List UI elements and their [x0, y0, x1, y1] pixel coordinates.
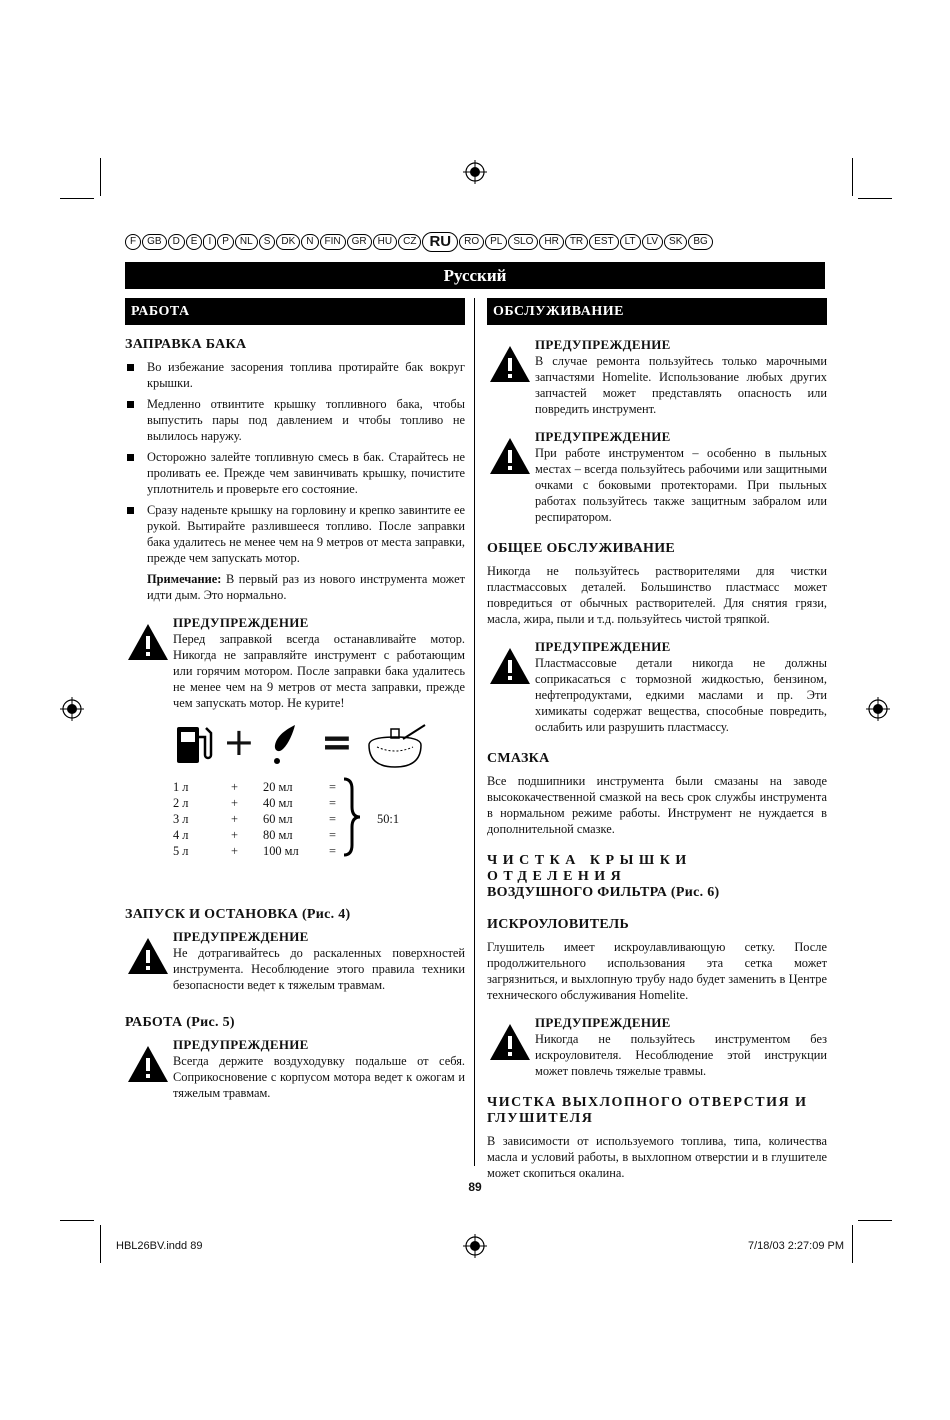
mix-oil: 60 мл: [263, 812, 293, 826]
warning-triangle-icon: [489, 1023, 531, 1061]
warning-title: ПРЕДУПРЕЖДЕНИЕ: [535, 1015, 671, 1030]
language-tab-slo[interactable]: SLO: [508, 234, 538, 250]
mix-oil: 40 мл: [263, 796, 293, 810]
warning-triangle-icon: [127, 623, 169, 661]
warning-text: Не дотрагивайтесь до раскаленных поверхностей инструмента. Несоблюдение этого правила техники безопасности ведет к тяжелым травмам.: [173, 946, 465, 992]
crop-mark: [852, 158, 853, 196]
warning-box: [125, 929, 465, 993]
list-item: Во избежание засорения топлива протирайте бак вокруг крышки.: [125, 359, 465, 391]
left-column: [125, 298, 465, 1111]
language-tab-n[interactable]: N: [301, 234, 318, 250]
warning-box: [487, 639, 827, 735]
crop-mark: [858, 1220, 892, 1221]
language-tab-i[interactable]: I: [203, 234, 216, 250]
language-tab-s[interactable]: S: [259, 234, 276, 250]
list-item: Медленно отвинтите крышку топливного бака, чтобы выпустить пары под давлением и чтобы топливо не вылилось наружу.: [125, 396, 465, 444]
language-tab-hr[interactable]: HR: [539, 234, 563, 250]
language-tab-hu[interactable]: HU: [373, 234, 397, 250]
mix-fuel: 2 л: [173, 796, 189, 810]
general-maintenance-text: Никогда не пользуйтесь растворителями для чистки пластмассовых деталей. Большинство пластмасс может повредиться от обычных растворителей. Для снятия грязи, масла, жира, пыли и т.д. пользуйтесь чистой тряпкой.: [487, 564, 827, 626]
section-header-maintenance: ОБСЛУЖИВАНИЕ: [487, 298, 827, 325]
mix-ratio: 50:1: [377, 812, 400, 826]
language-tab-cz[interactable]: CZ: [398, 234, 421, 250]
language-tab-e[interactable]: E: [186, 234, 203, 250]
language-tab-nl[interactable]: NL: [235, 234, 258, 250]
warning-text: При работе инструментом – особенно в пыльных местах – всегда пользуйтесь рабочими или защитными очками с боковыми протекторами. При пыльных работах пользуйтесь также защитным забралом или респиратором.: [535, 446, 827, 524]
mix-plus: +: [231, 844, 238, 858]
general-maintenance-heading: ОБЩЕЕ ОБСЛУЖИВАНИЕ: [487, 541, 676, 556]
warning-text: Никогда не пользуйтесь инструментом без искроуловителя. Несоблюдение этой инструкции может повлечь тяжелые травмы.: [535, 1032, 827, 1078]
language-tab-f[interactable]: F: [125, 234, 141, 250]
language-tab-pl[interactable]: PL: [485, 234, 507, 250]
lubrication-heading: СМАЗКА: [487, 751, 550, 766]
list-item: Осторожно залейте топливную смесь в бак. Старайтесь не проливать ее. Прежде чем завинчивать крышку, почистите уплотнитель и проверьте его состояние.: [125, 449, 465, 497]
language-tab-tr[interactable]: TR: [565, 234, 588, 250]
note: Примечание: В первый раз из нового инструмента может идти дым. Это нормально.: [147, 572, 465, 602]
page-number: 89: [468, 1180, 482, 1194]
warning-triangle-icon: [127, 937, 169, 975]
warning-triangle-icon: [489, 437, 531, 475]
footer-filename: HBL26BV.indd 89: [116, 1240, 203, 1252]
warning-title: ПРЕДУПРЕЖДЕНИЕ: [535, 337, 671, 352]
refuel-list: [125, 359, 465, 566]
right-column: [487, 298, 827, 1187]
registration-mark-icon: [60, 697, 84, 721]
language-tab-lv[interactable]: LV: [642, 234, 664, 250]
warning-title: ПРЕДУПРЕЖДЕНИЕ: [173, 1037, 309, 1052]
crop-mark: [100, 158, 101, 196]
fuel-mix-diagram: [125, 721, 465, 891]
exhaust-text: В зависимости от используемого топлива, типа, количества масла и условий работы, в выхлопном отверстии и в глушителе может скопиться окалина.: [487, 1134, 827, 1180]
crop-mark: [60, 1220, 94, 1221]
exhaust-heading: ЧИСТКА ВЫХЛОПНОГО ОТВЕРСТИЯ И ГЛУШИТЕЛЯ: [487, 1095, 808, 1126]
language-tab-ro[interactable]: RO: [459, 234, 484, 250]
section-header-operation: РАБОТА: [125, 298, 465, 325]
mix-eq: =: [329, 780, 336, 794]
warning-triangle-icon: [489, 345, 531, 383]
mix-oil: 80 мл: [263, 828, 293, 842]
warning-box: [487, 337, 827, 417]
brace-icon: [341, 777, 363, 857]
registration-mark-icon: [866, 697, 890, 721]
lubrication-text: Все подшипники инструмента были смазаны на заводе высококачественной смазкой на весь срок службы инструмента в нормальном режиме работы. Инструмент не нуждается в дополнительной смазке.: [487, 774, 827, 836]
language-tab-dk[interactable]: DK: [276, 234, 300, 250]
language-tab-ru[interactable]: RU: [422, 232, 458, 252]
mix-eq: =: [329, 796, 336, 810]
spark-arrestor-text: Глушитель имеет искроулавливающую сетку. После продолжительного использования эта сетка может загрязниться, и выхлопную трубу надо будет заменить в Центре технического обслуживания Homelite.: [487, 940, 827, 1002]
warning-text: Перед заправкой всегда останавливайте мотор. Никогда не заправляйте инструмент с работающим или горячим мотором. После заправки бака удалитесь не менее чем на 9 метров от места заправки, прежде чем запускать мотор. Не курите!: [173, 632, 465, 710]
language-tab-lt[interactable]: LT: [620, 234, 641, 250]
registration-mark-icon: [463, 160, 487, 184]
mix-plus: +: [231, 796, 238, 810]
mix-plus: +: [231, 828, 238, 842]
warning-box: [487, 429, 827, 525]
warning-triangle-icon: [489, 647, 531, 685]
fuel-pump-icon: [175, 723, 215, 765]
air-filter-heading-line2: ВОЗДУШНОГО ФИЛЬТРА (Рис. 6): [487, 885, 720, 900]
language-banner: Русский: [125, 262, 825, 289]
language-tab-bg[interactable]: BG: [688, 234, 712, 250]
oil-drop-icon: [269, 723, 299, 767]
registration-mark-icon: [463, 1234, 487, 1258]
mix-oil: 100 мл: [263, 844, 299, 858]
equals-icon: =: [321, 720, 353, 764]
warning-title: ПРЕДУПРЕЖДЕНИЕ: [173, 929, 309, 944]
mix-fuel: 1 л: [173, 780, 189, 794]
language-bar: [125, 233, 825, 251]
mix-eq: =: [329, 812, 336, 826]
mix-eq: =: [329, 828, 336, 842]
mix-plus: +: [231, 780, 238, 794]
air-filter-heading: ЧИСТКА КРЫШКИ ОТДЕЛЕНИЯ: [487, 853, 692, 884]
language-tab-d[interactable]: D: [168, 234, 185, 250]
footer-timestamp: 7/18/03 2:27:09 PM: [747, 1240, 844, 1252]
language-tab-fin[interactable]: FIN: [320, 234, 346, 250]
spark-arrestor-heading: ИСКРОУЛОВИТЕЛЬ: [487, 917, 630, 932]
crop-mark: [858, 198, 892, 199]
warning-text: В случае ремонта пользуйтесь только марочными запчастями Homelite. Использование любых других запчастей может представлять опасность или повредить инструмент.: [535, 354, 827, 416]
warning-text: Пластмассовые детали никогда не должны соприкасаться с тормозной жидкостью, бензином, нефтепродуктами, едкими маслами и пр. Эти химикаты содержат вещества, способные повредить, ослабить или разрушить пластмассу.: [535, 656, 827, 734]
crop-mark: [60, 198, 94, 199]
warning-triangle-icon: [127, 1045, 169, 1083]
language-tab-gr[interactable]: GR: [347, 234, 372, 250]
fuel-can-icon: [363, 721, 429, 771]
warning-title: ПРЕДУПРЕЖДЕНИЕ: [173, 615, 309, 630]
warning-title: ПРЕДУПРЕЖДЕНИЕ: [535, 429, 671, 444]
warning-box: [125, 1037, 465, 1101]
mix-fuel: 4 л: [173, 828, 189, 842]
warning-text: Всегда держите воздуходувку подальше от себя. Соприкосновение с корпусом мотора ведет к ожогам и тяжелым травмам.: [173, 1054, 465, 1100]
warning-title: ПРЕДУПРЕЖДЕНИЕ: [535, 639, 671, 654]
refuel-heading: ЗАПРАВКА БАКА: [125, 337, 247, 352]
operation-heading: РАБОТА (Рис. 5): [125, 1015, 235, 1030]
language-tab-p[interactable]: P: [217, 234, 234, 250]
plus-icon: +: [223, 720, 255, 764]
column-divider: [474, 298, 475, 1166]
mix-plus: +: [231, 812, 238, 826]
start-stop-heading: ЗАПУСК И ОСТАНОВКА (Рис. 4): [125, 907, 351, 922]
mix-eq: =: [329, 844, 336, 858]
language-tab-est[interactable]: EST: [589, 234, 618, 250]
language-tab-sk[interactable]: SK: [664, 234, 687, 250]
warning-box: [487, 1015, 827, 1079]
mix-oil: 20 мл: [263, 780, 293, 794]
crop-mark: [100, 1225, 101, 1263]
mix-fuel: 3 л: [173, 812, 189, 826]
warning-box: [125, 615, 465, 711]
language-tab-gb[interactable]: GB: [142, 234, 166, 250]
mix-fuel: 5 л: [173, 844, 189, 858]
crop-mark: [852, 1225, 853, 1263]
list-item: Сразу наденьте крышку на горловину и крепко завинтите ее рукой. Вытирайте разлившееся топливо. После заправки бака удалитесь не менее чем на 9 метров от места заправки, прежде чем запускать мотор.: [125, 502, 465, 566]
